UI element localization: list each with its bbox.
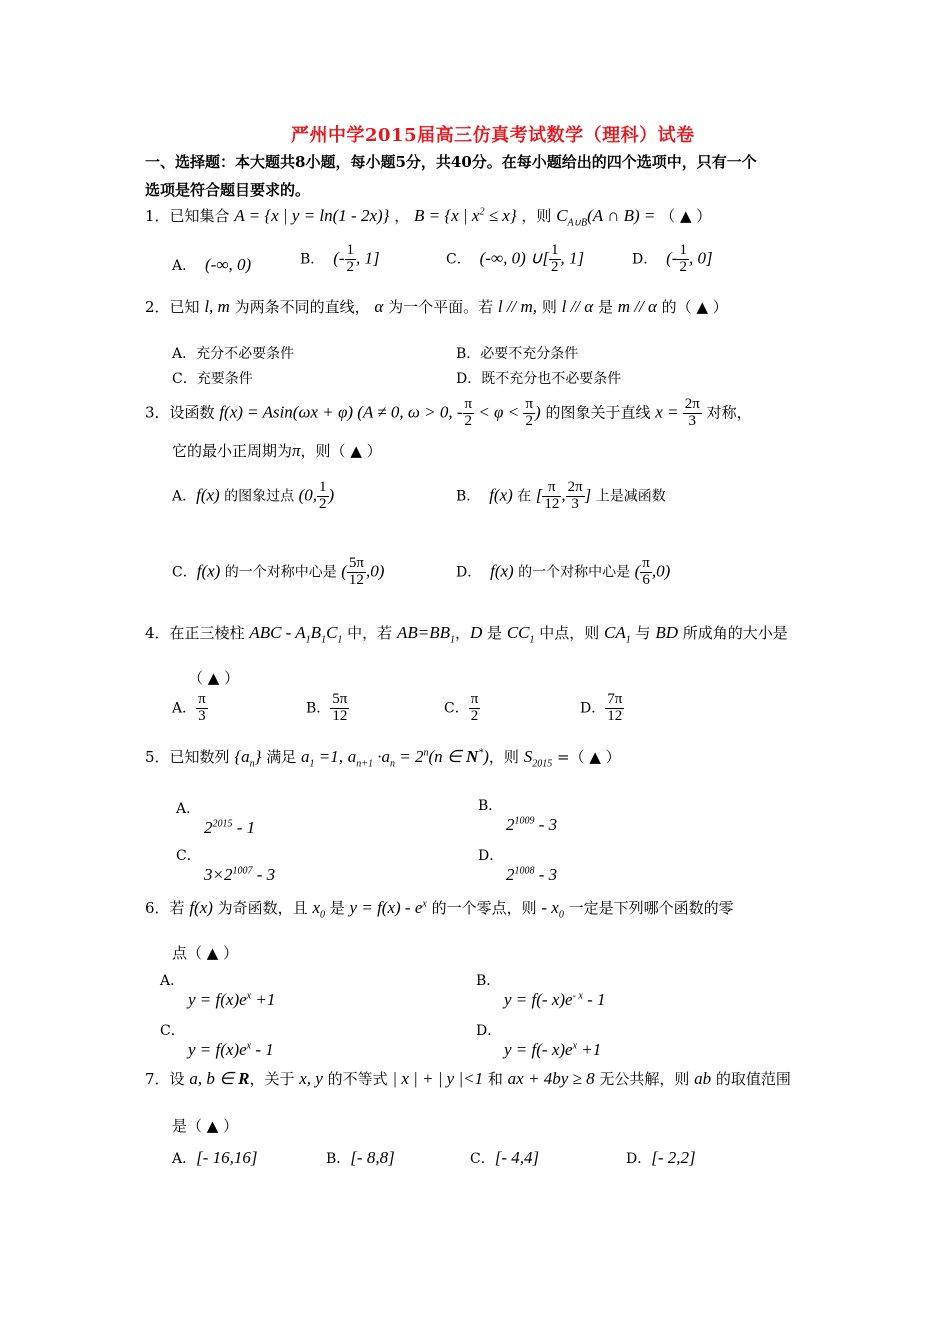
q7-option-b[interactable]: B．[- 8,8] [326, 1148, 395, 1167]
q4-option-b[interactable]: B． $\frac{5\pi}{12}$ [306, 691, 348, 724]
q1-option-a[interactable]: A． (-∞, 0) [172, 255, 252, 274]
q4-option-a[interactable]: A． $\frac{\pi}{3}$ [172, 691, 206, 724]
q2-option-d[interactable]: D．既不充分也不必要条件 [456, 371, 622, 387]
question-4-stem: 4．在正三棱柱 ABC - $A_1B_1C_1$ 中，若 $AB=BB_1$，D 是 $CC_1$ 中点，则 $CA_1$ 与 BD 所成角的大小是 [145, 623, 788, 646]
q5-option-c[interactable]: C． $3\times 2^{1007} - 3$ [176, 848, 276, 884]
question-5-stem: 5．已知数列 $\{a_n\}$ 满足 $a_1 =1$, $a_{n+1} \cdot a_n = 2^n(n$ ∈ N*)，则 $S_{2015}$ =（ ▲ ） [145, 747, 621, 770]
q7-option-d[interactable]: D．[- 2,2] [626, 1148, 696, 1167]
q1-number: 1．已知集合 [145, 207, 230, 225]
q5-option-b[interactable]: B． $2^{1009} - 3$ [478, 798, 558, 834]
q1-set-b: B = {x | $x^2 \le x$} [414, 206, 517, 225]
q5-option-a[interactable]: A． $2^{2015} - 1$ [176, 801, 256, 837]
q1-then: ，则 [521, 207, 552, 225]
q3-option-a[interactable]: A．f(x) 的图象过点 (0, $\frac{1}{2}$ ) [172, 479, 335, 512]
question-3-stem: 3．设函数 f(x) = Asin(ωx + φ) (A ≠ 0, ω > 0, - $\frac{\pi}{2}$ < φ < $\frac{\pi}{2}$ ) 的图象关于直线 x = $\frac{2\pi}{3}$ 对称， [145, 396, 752, 429]
q7-option-c[interactable]: C．[- 4,4] [470, 1148, 540, 1167]
q4-paren: （ ▲ ） [188, 669, 240, 687]
q7-option-a[interactable]: A．[- 16,16] [172, 1148, 258, 1167]
q2-option-b[interactable]: B．必要不充分条件 [456, 346, 579, 362]
exam-title: 严州中学2015届高三仿真考试数学（理科）试卷 [291, 125, 695, 146]
question-6-stem: 6．若 f(x) 为奇函数，且 $x_0$ 是 $y = f(x) - e^x$ 的一个零点，则 - $x_0$ 一定是下列哪个函数的零 [145, 898, 734, 921]
q3-option-d[interactable]: D． f(x) 的一个对称中心是 ( $\frac{\pi}{6}$ ,0) [456, 555, 671, 588]
q2-option-c[interactable]: C．充要条件 [172, 371, 253, 387]
q1-expr: $C_{A\cup B}(A$ ∩ B) = [556, 206, 656, 229]
q5-option-d[interactable]: D． $2^{1008} - 3$ [478, 848, 558, 884]
question-1-stem: 1．已知集合 A = {x | y = ln(1 - 2x)} ， B = {x | $x^2 \le x$} ，则 $C_{A\cup B}(A$ ∩ B) = （ ▲ ） [145, 206, 712, 229]
q4-option-d[interactable]: D． $\frac{7\pi}{12}$ [580, 691, 623, 724]
q4-option-c[interactable]: C． $\frac{\pi}{2}$ [444, 691, 479, 724]
q1-option-c[interactable]: C． (-∞, 0) ∪[ $\frac{1}{2}$ , 1] [446, 242, 585, 275]
q1-paren: （ ▲ ） [660, 207, 712, 225]
question-6-stem-2: 点（ ▲ ） [172, 944, 239, 962]
question-7-stem-2: 是（ ▲ ） [172, 1117, 239, 1135]
q1-option-d[interactable]: D． (- $\frac{1}{2}$ , 0] [632, 242, 713, 275]
section-heading-line1: 一、选择题：本大题共8小题，每小题5分，共40分。在每小题给出的四个选项中，只有一个 [145, 153, 757, 171]
q2-option-a[interactable]: A．充分不必要条件 [172, 346, 295, 362]
section-heading-line2: 选项是符合题目要求的。 [145, 181, 311, 199]
q6-option-b[interactable]: B． y = f(- $x)e^{- x} - 1$ [476, 973, 606, 1009]
question-2-stem: 2．已知 l, m 为两条不同的直线， α 为一个平面。若 l // m, 则 l // α 是 m // α 的（ ▲ ） [145, 297, 728, 316]
q6-option-a[interactable]: A． $y = f(x)e^x +1$ [160, 973, 276, 1009]
question-7-stem: 7．设 a, b ∈ R，关于 x, y 的不等式 | x | + | y |<1 和 ax + 4by ≥ 8 无公共解，则 ab 的取值范围 [145, 1069, 791, 1088]
q1-option-b[interactable]: B． (- $\frac{1}{2}$ , 1] [300, 242, 380, 275]
q6-option-c[interactable]: C． $y = f(x)e^x - 1$ [160, 1023, 274, 1059]
question-3-stem-2: 它的最小正周期为π，则（ ▲ ） [172, 441, 382, 460]
q3-option-b[interactable]: B． f(x) 在 [ $\frac{\pi}{12}$ , $\frac{2\pi}{3}$ ] 上是减函数 [456, 479, 666, 512]
q6-option-d[interactable]: D． y = f(- $x)e^x +1$ [476, 1023, 602, 1059]
q3-option-c[interactable]: C．f(x) 的一个对称中心是 ( $\frac{5\pi}{12}$ ,0) [172, 555, 385, 588]
q1-set-a: A = {x | y = ln(1 - 2x)} [234, 206, 390, 225]
